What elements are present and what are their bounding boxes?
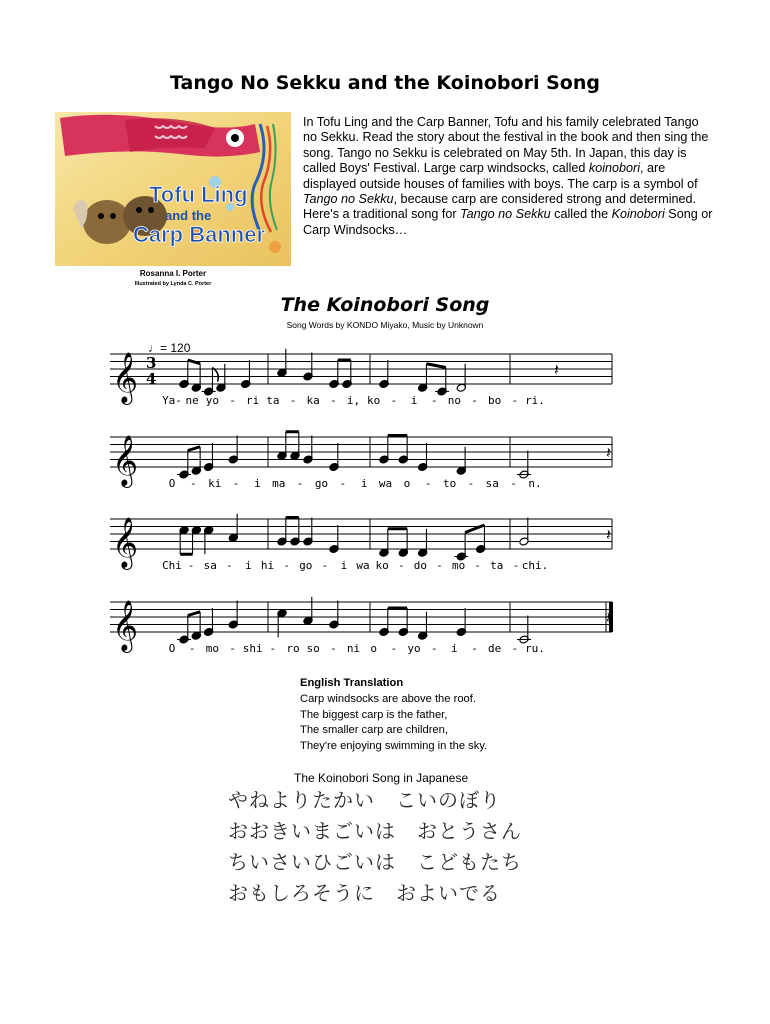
lyric-syllable: ri. — [525, 394, 545, 407]
treble-clef-icon: 𝄞 — [112, 517, 139, 568]
lyric-syllable: - — [226, 559, 233, 572]
japanese-line: おもしろそうに およいでる — [228, 881, 501, 905]
treble-clef-icon: 𝄞 — [112, 352, 139, 403]
staff-line-3 — [110, 511, 612, 581]
lyric-syllable: wa — [356, 559, 370, 572]
lyric-syllable: - — [390, 394, 398, 407]
lyric-syllable: sa — [203, 559, 217, 572]
lyric-syllable: - — [330, 642, 337, 655]
lyric-syllable: i — [340, 559, 348, 572]
lyric-syllable: - — [390, 642, 398, 655]
lyric-syllable: i — [245, 559, 252, 572]
lyric-syllable: ma — [272, 477, 286, 490]
lyric-syllable: - — [269, 642, 277, 655]
lyric-syllable: - — [474, 559, 481, 572]
translation-heading: English Translation — [300, 677, 404, 689]
staff-line-4 — [110, 594, 612, 664]
lyric-syllable: do — [413, 559, 427, 572]
song-credit: Song Words by KONDO Miyako, Music by Unknown — [286, 320, 484, 330]
japanese-lyrics — [228, 785, 522, 909]
lyric-syllable: - — [339, 477, 347, 490]
lyric-syllable: ni — [346, 642, 361, 655]
lyric-syllable: - — [232, 477, 240, 490]
lyric-syllable: ri — [246, 394, 260, 407]
lyric-syllable: - — [471, 394, 478, 407]
japanese-line: やねよりたかい こいのぼり — [228, 788, 501, 812]
lyric-syllable: ta — [266, 394, 280, 407]
lyric-syllable: - — [321, 559, 329, 572]
translation-line: The biggest carp is the father, — [300, 708, 448, 721]
quarter-rest-icon: 𝄽 — [554, 360, 559, 379]
note-flag — [212, 368, 218, 382]
lyrics-line-1 — [110, 394, 612, 410]
lyric-syllable: - — [188, 642, 196, 655]
quarter-rest-icon: 𝄽 — [606, 525, 611, 544]
lyric-syllable: - — [330, 394, 337, 407]
tempo-marking: ♩= 120 — [148, 341, 191, 355]
lyric-syllable: - — [436, 559, 443, 572]
lyric-syllable: - — [430, 394, 438, 407]
lyric-syllable: i — [451, 642, 458, 655]
translation-line: They're enjoying swimming in the sky. — [300, 740, 488, 753]
quarter-rest-icon: 𝄽 — [606, 443, 611, 462]
lyric-syllable: - — [229, 394, 236, 407]
lyric-syllable: mo — [451, 559, 466, 572]
lyric-syllable: - — [229, 642, 236, 655]
lyric-syllable: chi. — [521, 559, 549, 572]
lyric-syllable: ta — [490, 559, 504, 572]
time-signature-bottom: 4 — [146, 370, 157, 388]
lyric-syllable: go — [314, 477, 329, 490]
lyric-syllable: wa — [378, 477, 393, 490]
lyric-syllable: - — [424, 477, 432, 490]
lyric-syllable: shi — [242, 642, 263, 655]
lyric-syllable: ro — [286, 642, 300, 655]
page-title: Tango No Sekku and the Koinobori Song — [170, 72, 600, 94]
lyric-syllable: i — [410, 394, 418, 407]
lyric-syllable: to — [442, 477, 457, 490]
quarter-rest-icon: 𝄽 — [606, 608, 611, 627]
intro-paragraph: In Tofu Ling and the Carp Banner, Tofu and his family celebrated Tango no Sekku. Read the story about the festival in the book and then sing the song. Tango no Sekku is celebrated on May 5th. In Japan, this day is called Boys' Festival. Large carp windsocks, called koinobori, are displayed outside houses of families with boys. The carp is a symbol of Tango no Sekku, because carp are considered strong and determined. Here's a traditional song for Tango no Sekku called the Koinobori Song or Carp Windsocks… — [303, 115, 713, 237]
lyric-syllable: hi — [260, 559, 275, 572]
lyric-syllable: - — [283, 559, 290, 572]
staff-line-2 — [110, 429, 612, 499]
lyric-syllable: O — [168, 477, 176, 490]
lyric-syllable: - — [187, 559, 195, 572]
note-beam — [188, 360, 200, 364]
english-translation — [300, 676, 487, 755]
lyric-syllable: yo — [407, 642, 421, 655]
lyric-syllable: - — [467, 477, 475, 490]
lyric-syllable: - — [430, 642, 438, 655]
lyric-syllable: so — [306, 642, 320, 655]
lyric-syllable: ka — [306, 394, 320, 407]
cover-title-line3: Carp Banner — [133, 222, 266, 247]
cover-illustrator: Illustrated by Lynda C. Porter — [134, 281, 212, 287]
treble-clef-icon: 𝄞 — [112, 600, 139, 651]
book-cover-image — [55, 112, 291, 288]
lyric-syllable: no — [447, 394, 461, 407]
lyric-syllable: ki — [208, 477, 222, 490]
lyric-syllable: i, — [346, 394, 361, 407]
lyric-syllable: ne — [185, 394, 199, 407]
lyric-syllable: n. — [528, 477, 542, 490]
lyrics-line-4 — [110, 642, 612, 658]
note-beam — [426, 364, 445, 368]
lyric-syllable: O — [168, 642, 176, 655]
lyric-syllable: yo — [205, 394, 219, 407]
lyric-syllable: de — [488, 642, 502, 655]
translation-line: Carp windsocks are above the roof. — [300, 692, 476, 705]
lyric-syllable: Chi — [162, 559, 182, 572]
lyric-syllable: i — [360, 477, 368, 490]
lyric-syllable: sa — [485, 477, 499, 490]
cover-title-line2: and the — [165, 208, 212, 223]
lyric-syllable: - — [511, 642, 519, 655]
lyric-syllable: - — [296, 477, 304, 490]
translation-line: The smaller carp are children, — [300, 724, 448, 737]
lyric-syllable: go — [299, 559, 313, 572]
note-beam — [188, 447, 200, 451]
lyric-syllable: mo — [205, 642, 219, 655]
cover-illustration — [55, 112, 291, 288]
lyrics-line-2 — [110, 477, 612, 493]
japanese-line: ちいさいひごいは こどもたち — [228, 850, 522, 874]
lyric-syllable: - — [190, 477, 197, 490]
lyric-syllable: - — [512, 559, 520, 572]
lyric-syllable: - — [289, 394, 297, 407]
lyric-syllable: ko — [367, 394, 381, 407]
japanese-heading: The Koinobori Song in Japanese — [294, 771, 469, 785]
lyrics-line-3 — [110, 559, 612, 575]
note-beam — [188, 612, 200, 616]
treble-clef-icon: 𝄞 — [112, 435, 139, 486]
lyric-syllable: - — [471, 642, 478, 655]
time-signature-top: 3 — [146, 354, 157, 372]
lyric-syllable: o — [403, 477, 411, 490]
lyric-syllable: i — [254, 477, 261, 490]
lyric-syllable: - — [511, 394, 519, 407]
staff-line-1 — [110, 346, 612, 416]
lyric-syllable: o — [370, 642, 377, 655]
song-title: The Koinobori Song — [280, 294, 490, 316]
lyric-syllable: Ya- — [162, 394, 182, 407]
lyric-syllable: bo — [488, 394, 502, 407]
quarter-note-icon: ♩ — [148, 341, 160, 355]
lyric-syllable: ko — [375, 559, 389, 572]
japanese-line: おおきいまごいは おとうさん — [228, 819, 522, 843]
lyric-syllable: - — [510, 477, 517, 490]
lyric-syllable: - — [397, 559, 405, 572]
cover-author: Rosanna I. Porter — [139, 269, 207, 278]
cover-title-line1: Tofu Ling — [149, 182, 248, 207]
lyric-syllable: ru. — [525, 642, 545, 655]
